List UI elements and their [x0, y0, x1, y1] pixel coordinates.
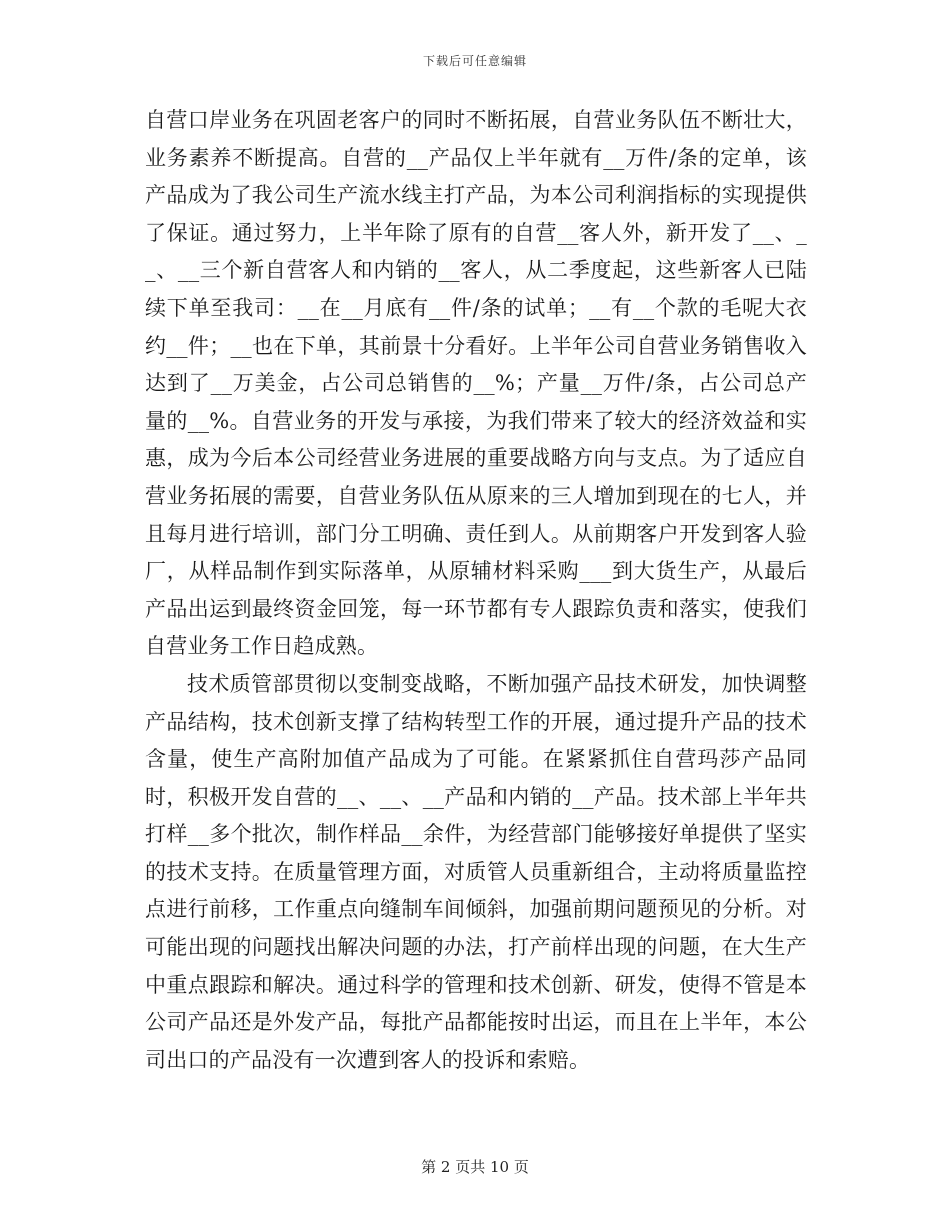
page-header-note: 下载后可任意编辑 — [422, 54, 527, 68]
paragraph-technical-quality-dept: 技术质管部贯彻以变制变战略，不断加强产品技术研发，加快调整产品结构，技术创新支撑了结构转型工作的开展，通过提升产品的技术含量，使生产高附加值产品成为了可能。在紧紧抓住自营玛莎产品同时，积极开发自营的__、__、__产品和内销的__产品。技术部上半年共打样__多个批次，制作样品__余件，为经营部门能够接好单提供了坚实的技术支持。在质量管理方面，对质管人员重新组合，主动将质量监控点进行前移，工作重点向缝制车间倾斜，加强前期问题预见的分析。对可能出现的问题找出解决问题的办法，打产前样出现的问题，在大生产中重点跟踪和解决。通过科学的管理和技术创新、研发，使得不管是本公司产品还是外发产品，每批产品都能按时出运，而且在上半年，本公司出口的产品没有一次遭到客人的投诉和索赔。 — [145, 671, 807, 1072]
paragraph-self-operated-business: 自营口岸业务在巩固老客户的同时不断拓展，自营业务队伍不断壮大，业务素养不断提高。自营的__产品仅上半年就有__万件/条的定单，该产品成为了我公司生产流水线主打产品，为本公司利润指标的实现提供了保证。通过努力，上半年除了原有的自营__客人外，新开发了__、__、__三个新自营客人和内销的__客人，从二季度起，这些新客人已陆续下单至我司：__在__月底有__件/条的试单；__有__个款的毛呢大衣约__件；__也在下单，其前景十分看好。上半年公司自营业务销售收入达到了__万美金，占公司总销售的__%；产量__万件/条，占公司总产量的__%。自营业务的开发与承接，为我们带来了较大的经济效益和实惠，成为今后本公司经营业务进展的重要战略方向与支点。为了适应自营业务拓展的需要，自营业务队伍从原来的三人增加到现在的七人，并且每月进行培训，部门分工明确、责任到人。从前期客户开发到客人验厂，从样品制作到实际落单，从原辅材料采购___到大货生产，从最后产品出运到最终资金回笼，每一环节都有专人跟踪负责和落实，使我们自营业务工作日趋成熟。 — [145, 108, 807, 659]
page-number: 第 2 页共 10 页 — [421, 1158, 529, 1176]
document-body — [145, 102, 807, 1079]
